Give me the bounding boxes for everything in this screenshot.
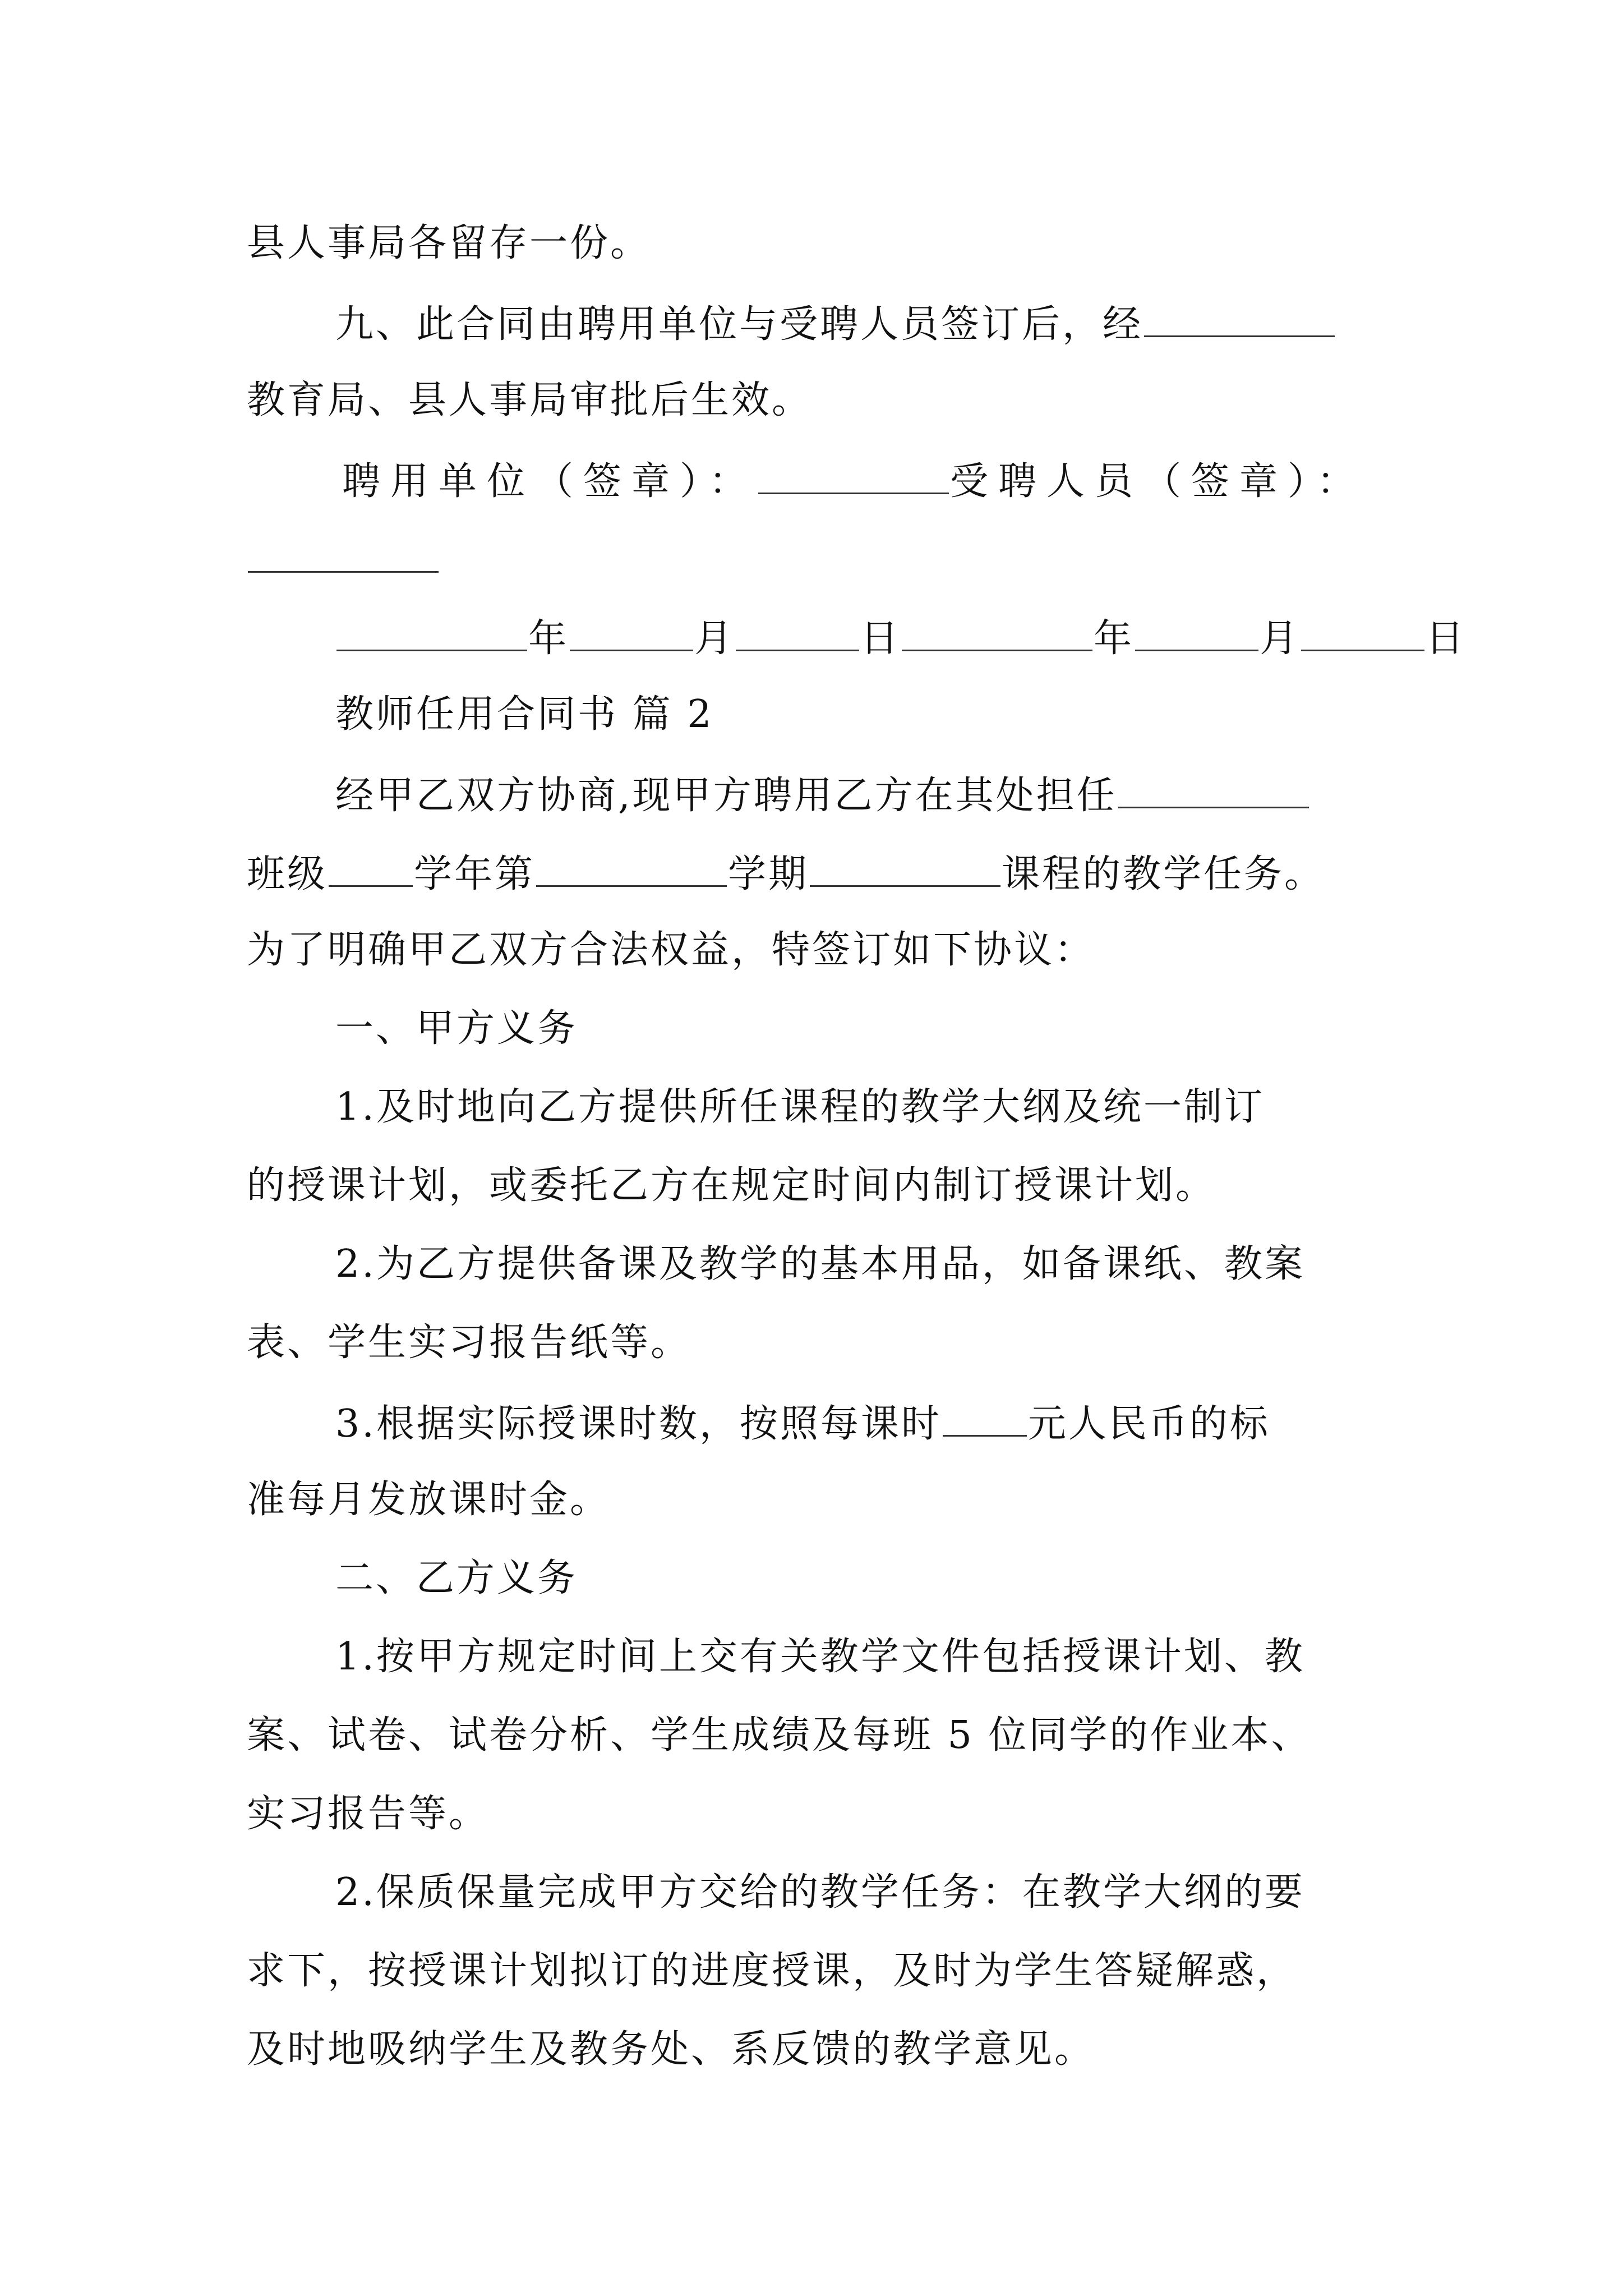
date-line: 年 月 日 年 月 日 <box>335 617 1466 658</box>
intro-line: 经甲乙双方协商,现甲方聘用乙方在其处担任 <box>335 774 1310 815</box>
signature-continuation <box>247 539 440 579</box>
month-blank[interactable] <box>570 617 693 651</box>
text-line: 及时地吸纳学生及教务处、系反馈的教学意见。 <box>247 2027 1095 2072</box>
text-line: 表、学生实习报告纸等。 <box>247 1320 691 1365</box>
fee-blank[interactable] <box>943 1402 1027 1437</box>
signature-line <box>342 459 1366 504</box>
year-blank[interactable] <box>336 617 527 651</box>
month-blank[interactable] <box>1135 617 1258 651</box>
text-line: 准每月发放课时金。 <box>247 1478 611 1522</box>
day-blank[interactable] <box>736 617 859 651</box>
text-line: 县人事局各留存一份。 <box>247 221 651 265</box>
blank-field[interactable] <box>1144 303 1335 337</box>
intro-line: 班级 学年第 学期 课程的教学任务。 <box>247 852 1325 896</box>
text-line: 1.按甲方规定时间上交有关教学文件包括授课计划、教 <box>335 1635 1305 1679</box>
day-blank[interactable] <box>1301 617 1424 651</box>
text-line: 的授课计划，或委托乙方在规定时间内制订授课计划。 <box>247 1163 1216 1208</box>
text-line: 2.保质保量完成甲方交给的教学任务：在教学大纲的要 <box>335 1870 1305 1915</box>
section-title: 教师任用合同书 篇 2 <box>335 692 714 737</box>
text-line: 实习报告等。 <box>247 1792 490 1836</box>
section-heading: 二、乙方义务 <box>335 1556 578 1600</box>
employee-signature-blank[interactable] <box>248 539 439 573</box>
text-line: 2.为乙方提供备课及教学的基本用品，如备课纸、教案 <box>335 1242 1305 1286</box>
employer-signature-blank[interactable] <box>758 460 949 494</box>
employee-signature-label: 受聘人员（签章）： <box>950 459 1366 504</box>
year-blank[interactable] <box>902 617 1092 651</box>
text-line: 1.及时地向乙方提供所任课程的教学大纲及统一制订 <box>335 1085 1265 1129</box>
text-line: 求下，按授课计划拟订的进度授课，及时为学生答疑解惑， <box>247 1949 1297 1993</box>
class-blank[interactable] <box>329 853 413 887</box>
course-blank[interactable] <box>810 853 1000 887</box>
employer-signature-label: 聘用单位（签章）： <box>342 459 758 504</box>
text-line: 案、试卷、试卷分析、学生成绩及每班 5 位同学的作业本、 <box>247 1713 1312 1757</box>
section-heading: 一、甲方义务 <box>335 1006 578 1051</box>
clause-nine: 九、此合同由聘用单位与受聘人员签订后，经 <box>335 303 1336 344</box>
school-year-blank[interactable] <box>536 853 727 887</box>
text-line: 为了明确甲乙双方合法权益，特签订如下协议： <box>247 928 1095 972</box>
text-line: 教育局、县人事局审批后生效。 <box>247 378 813 422</box>
position-blank[interactable] <box>1118 774 1309 808</box>
text-line: 3.根据实际授课时数，按照每课时 元人民币的标 <box>335 1402 1270 1446</box>
